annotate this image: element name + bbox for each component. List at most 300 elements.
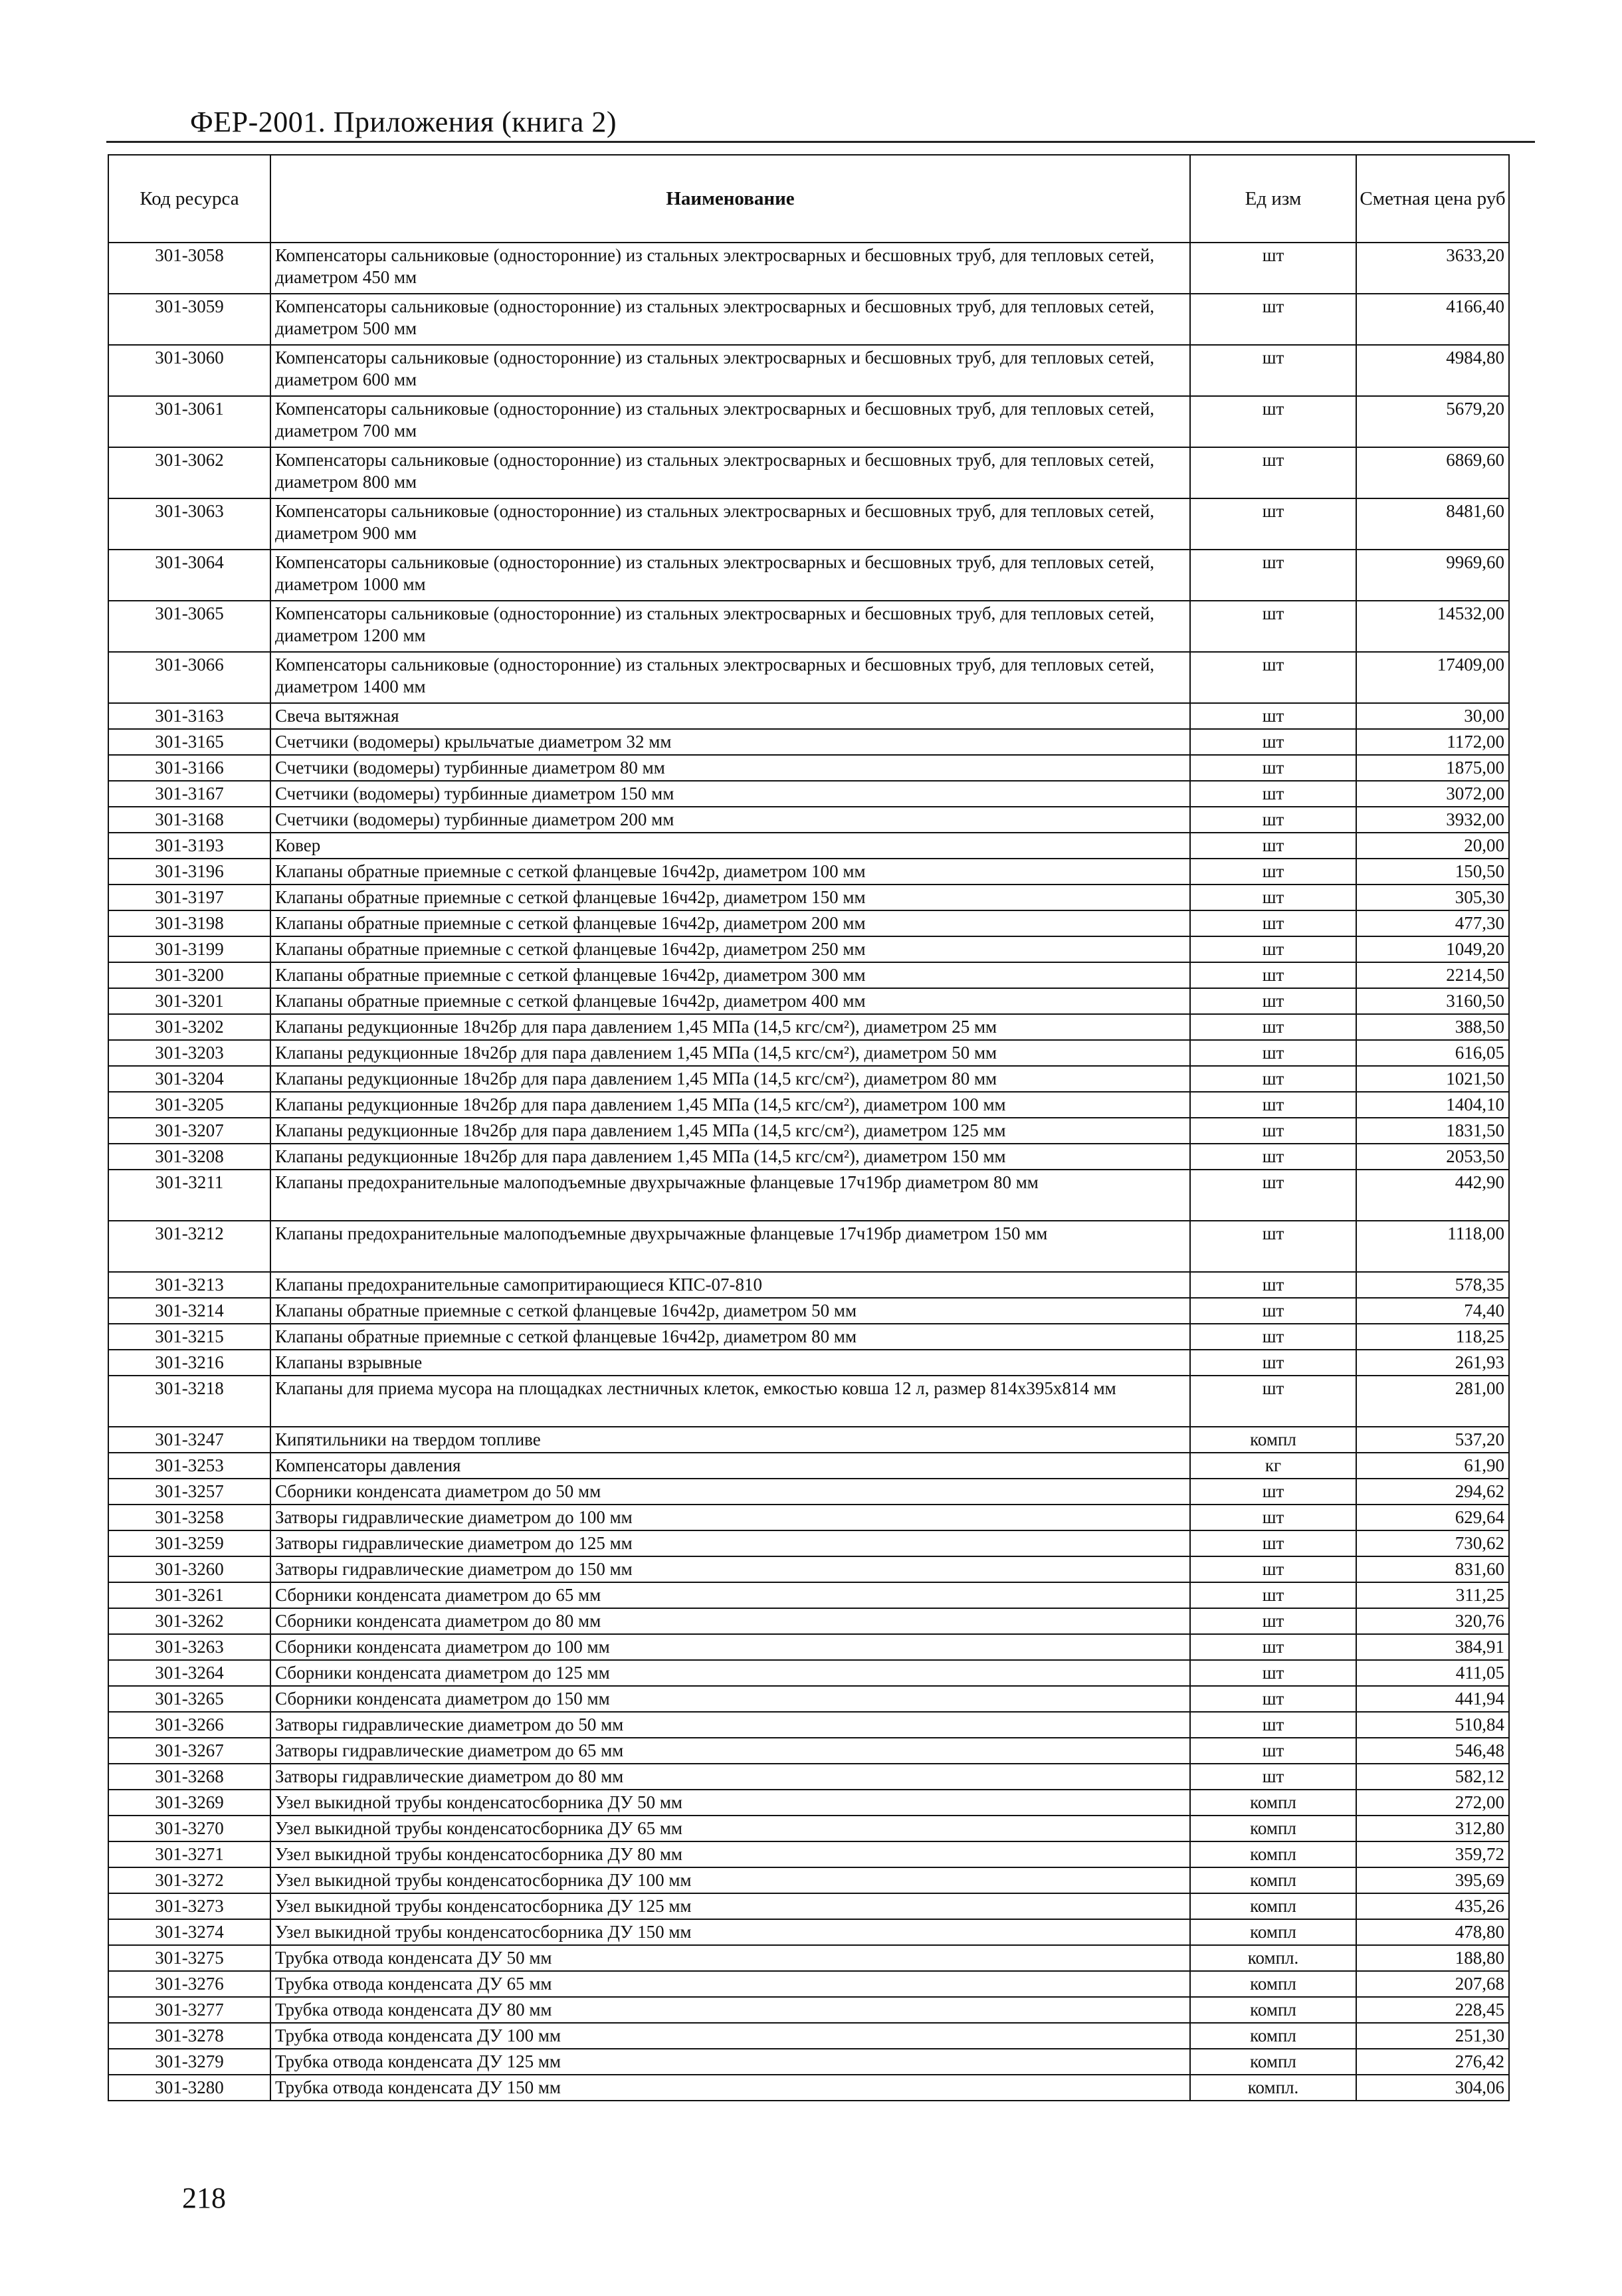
cell-price: 61,90 [1356,1453,1509,1479]
cell-code: 301-3063 [108,498,270,550]
table-row [108,807,1509,833]
cell-price: 3932,00 [1356,807,1509,833]
table-row [108,1066,1509,1092]
cell-unit: компл [1190,1816,1356,1841]
cell-price: 272,00 [1356,1790,1509,1816]
cell-unit: шт [1190,936,1356,962]
cell-code: 301-3259 [108,1530,270,1556]
cell-unit: компл. [1190,1945,1356,1971]
cell-unit: шт [1190,1221,1356,1272]
cell-price: 435,26 [1356,1893,1509,1919]
cell-name: Клапаны редукционные 18ч2бр для пара давлением 1,45 МПа (14,5 кгс/см²), диаметром 25 мм [270,1014,1190,1040]
table-row [108,1556,1509,1582]
cell-code: 301-3247 [108,1427,270,1453]
cell-price: 359,72 [1356,1841,1509,1867]
table-row [108,1530,1509,1556]
cell-price: 546,48 [1356,1738,1509,1764]
cell-code: 301-3200 [108,962,270,988]
cell-unit: компл. [1190,2075,1356,2101]
table-row [108,1505,1509,1530]
cell-code: 301-3214 [108,1298,270,1324]
cell-unit: шт [1190,1376,1356,1427]
cell-code: 301-3261 [108,1582,270,1608]
table-row [108,1712,1509,1738]
cell-code: 301-3269 [108,1790,270,1816]
cell-unit: шт [1190,1660,1356,1686]
cell-code: 301-3279 [108,2049,270,2075]
cell-price: 3633,20 [1356,243,1509,294]
cell-name: Узел выкидной трубы конденсатосборника ДУ 100 мм [270,1867,1190,1893]
table-row [108,447,1509,498]
table-row [108,1453,1509,1479]
cell-unit: шт [1190,1608,1356,1634]
cell-name: Клапаны обратные приемные с сеткой фланцевые 16ч42р, диаметром 300 мм [270,962,1190,988]
table-row [108,1867,1509,1893]
cell-unit: шт [1190,962,1356,988]
cell-code: 301-3202 [108,1014,270,1040]
cell-price: 14532,00 [1356,601,1509,652]
column-header-code: Код ресурса [108,155,270,243]
table-row [108,1790,1509,1816]
cell-code: 301-3275 [108,1945,270,1971]
cell-code: 301-3165 [108,729,270,755]
cell-price: 1021,50 [1356,1066,1509,1092]
cell-price: 311,25 [1356,1582,1509,1608]
cell-name: Затворы гидравлические диаметром до 125 мм [270,1530,1190,1556]
cell-code: 301-3267 [108,1738,270,1764]
cell-unit: шт [1190,1092,1356,1118]
cell-code: 301-3273 [108,1893,270,1919]
cell-code: 301-3211 [108,1170,270,1221]
cell-name: Затворы гидравлические диаметром до 80 мм [270,1764,1190,1790]
table-row [108,2023,1509,2049]
cell-price: 2053,50 [1356,1144,1509,1170]
cell-name: Клапаны обратные приемные с сеткой фланцевые 16ч42р, диаметром 150 мм [270,885,1190,910]
cell-code: 301-3207 [108,1118,270,1144]
column-header-name: Наименование [270,155,1190,243]
cell-price: 2214,50 [1356,962,1509,988]
cell-price: 150,50 [1356,859,1509,885]
cell-unit: шт [1190,345,1356,396]
cell-unit: компл [1190,1790,1356,1816]
cell-code: 301-3208 [108,1144,270,1170]
cell-code: 301-3266 [108,1712,270,1738]
cell-price: 305,30 [1356,885,1509,910]
cell-name: Клапаны редукционные 18ч2бр для пара давлением 1,45 МПа (14,5 кгс/см²), диаметром 100 мм [270,1092,1190,1118]
cell-code: 301-3204 [108,1066,270,1092]
cell-name: Трубка отвода конденсата ДУ 100 мм [270,2023,1190,2049]
cell-code: 301-3201 [108,988,270,1014]
cell-unit: шт [1190,988,1356,1014]
cell-price: 629,64 [1356,1505,1509,1530]
cell-unit: шт [1190,833,1356,859]
cell-name: Клапаны взрывные [270,1350,1190,1376]
cell-code: 301-3197 [108,885,270,910]
cell-name: Компенсаторы давления [270,1453,1190,1479]
cell-unit: шт [1190,1738,1356,1764]
cell-unit: компл [1190,1971,1356,1997]
table-row [108,729,1509,755]
cell-unit: компл [1190,2023,1356,2049]
cell-code: 301-3272 [108,1867,270,1893]
cell-price: 261,93 [1356,1350,1509,1376]
cell-name: Клапаны обратные приемные с сеткой фланцевые 16ч42р, диаметром 100 мм [270,859,1190,885]
table-row [108,781,1509,807]
page-number: 218 [182,2182,226,2214]
cell-unit: шт [1190,1014,1356,1040]
cell-name: Клапаны обратные приемные с сеткой фланцевые 16ч42р, диаметром 80 мм [270,1324,1190,1350]
cell-name: Компенсаторы сальниковые (односторонние) из стальных электросварных и бесшовных труб, для тепловых сетей, диаметром 900 мм [270,498,1190,550]
cell-name: Клапаны редукционные 18ч2бр для пара давлением 1,45 МПа (14,5 кгс/см²), диаметром 150 мм [270,1144,1190,1170]
cell-price: 395,69 [1356,1867,1509,1893]
cell-code: 301-3253 [108,1453,270,1479]
cell-name: Сборники конденсата диаметром до 125 мм [270,1660,1190,1686]
cell-unit: шт [1190,1764,1356,1790]
cell-name: Сборники конденсата диаметром до 50 мм [270,1479,1190,1505]
table-row [108,1014,1509,1040]
cell-name: Клапаны редукционные 18ч2бр для пара давлением 1,45 МПа (14,5 кгс/см²), диаметром 125 мм [270,1118,1190,1144]
cell-unit: шт [1190,1556,1356,1582]
cell-code: 301-3263 [108,1634,270,1660]
cell-name: Сборники конденсата диаметром до 100 мм [270,1634,1190,1660]
cell-price: 1118,00 [1356,1221,1509,1272]
table-row [108,1272,1509,1298]
table-row [108,1945,1509,1971]
table-row [108,1971,1509,1997]
cell-name: Узел выкидной трубы конденсатосборника ДУ 150 мм [270,1919,1190,1945]
cell-name: Трубка отвода конденсата ДУ 50 мм [270,1945,1190,1971]
cell-price: 9969,60 [1356,550,1509,601]
cell-code: 301-3213 [108,1272,270,1298]
table-row [108,1427,1509,1453]
table-header-row [108,155,1509,243]
cell-unit: шт [1190,498,1356,550]
cell-price: 442,90 [1356,1170,1509,1221]
cell-price: 1172,00 [1356,729,1509,755]
cell-code: 301-3265 [108,1686,270,1712]
cell-price: 251,30 [1356,2023,1509,2049]
cell-name: Счетчики (водомеры) турбинные диаметром 200 мм [270,807,1190,833]
cell-code: 301-3271 [108,1841,270,1867]
table-row [108,833,1509,859]
table-row [108,1118,1509,1144]
table-row [108,1170,1509,1221]
cell-unit: шт [1190,1634,1356,1660]
cell-price: 582,12 [1356,1764,1509,1790]
cell-code: 301-3258 [108,1505,270,1530]
table-row [108,1686,1509,1712]
cell-name: Счетчики (водомеры) турбинные диаметром 80 мм [270,755,1190,781]
cell-price: 5679,20 [1356,396,1509,447]
cell-name: Компенсаторы сальниковые (односторонние) из стальных электросварных и бесшовных труб, для тепловых сетей, диаметром 450 мм [270,243,1190,294]
table-row [108,1144,1509,1170]
cell-price: 17409,00 [1356,652,1509,703]
cell-name: Клапаны для приема мусора на площадках лестничных клеток, емкостью ковша 12 л, размер 814х395х814 мм [270,1376,1190,1427]
table-row [108,859,1509,885]
table-row [108,345,1509,396]
cell-code: 301-3058 [108,243,270,294]
cell-code: 301-3270 [108,1816,270,1841]
cell-unit: шт [1190,294,1356,345]
cell-name: Компенсаторы сальниковые (односторонние) из стальных электросварных и бесшовных труб, для тепловых сетей, диаметром 800 мм [270,447,1190,498]
column-header-unit: Ед изм [1190,155,1356,243]
cell-price: 478,80 [1356,1919,1509,1945]
cell-unit: кг [1190,1453,1356,1479]
cell-price: 74,40 [1356,1298,1509,1324]
cell-unit: компл [1190,2049,1356,2075]
cell-price: 510,84 [1356,1712,1509,1738]
table-row [108,703,1509,729]
cell-unit: шт [1190,447,1356,498]
cell-code: 301-3168 [108,807,270,833]
cell-price: 4984,80 [1356,345,1509,396]
cell-price: 188,80 [1356,1945,1509,1971]
table-row [108,1479,1509,1505]
cell-code: 301-3163 [108,703,270,729]
cell-code: 301-3062 [108,447,270,498]
resource-table [108,154,1510,2101]
table-row [108,294,1509,345]
cell-name: Затворы гидравлические диаметром до 150 мм [270,1556,1190,1582]
cell-name: Сборники конденсата диаметром до 150 мм [270,1686,1190,1712]
cell-name: Сборники конденсата диаметром до 80 мм [270,1608,1190,1634]
cell-code: 301-3166 [108,755,270,781]
cell-unit: шт [1190,729,1356,755]
table-row [108,936,1509,962]
cell-price: 3072,00 [1356,781,1509,807]
table-row [108,550,1509,601]
cell-price: 441,94 [1356,1686,1509,1712]
table-row [108,1298,1509,1324]
table-row [108,1660,1509,1686]
cell-price: 578,35 [1356,1272,1509,1298]
cell-price: 831,60 [1356,1556,1509,1582]
cell-price: 1875,00 [1356,755,1509,781]
table-row [108,2049,1509,2075]
cell-name: Компенсаторы сальниковые (односторонние) из стальных электросварных и бесшовных труб, для тепловых сетей, диаметром 700 мм [270,396,1190,447]
cell-code: 301-3264 [108,1660,270,1686]
cell-price: 294,62 [1356,1479,1509,1505]
cell-name: Ковер [270,833,1190,859]
cell-name: Узел выкидной трубы конденсатосборника ДУ 65 мм [270,1816,1190,1841]
table-row [108,243,1509,294]
cell-name: Компенсаторы сальниковые (односторонние) из стальных электросварных и бесшовных труб, для тепловых сетей, диаметром 600 мм [270,345,1190,396]
cell-price: 1831,50 [1356,1118,1509,1144]
table-row [108,1324,1509,1350]
cell-code: 301-3196 [108,859,270,885]
table-row [108,652,1509,703]
cell-code: 301-3215 [108,1324,270,1350]
table-row [108,1376,1509,1427]
cell-price: 304,06 [1356,2075,1509,2101]
table-row [108,1350,1509,1376]
cell-name: Трубка отвода конденсата ДУ 125 мм [270,2049,1190,2075]
cell-name: Свеча вытяжная [270,703,1190,729]
cell-name: Затворы гидравлические диаметром до 50 мм [270,1712,1190,1738]
cell-price: 1049,20 [1356,936,1509,962]
cell-price: 30,00 [1356,703,1509,729]
table-row [108,885,1509,910]
table-row [108,396,1509,447]
cell-name: Счетчики (водомеры) крыльчатые диаметром 32 мм [270,729,1190,755]
cell-name: Трубка отвода конденсата ДУ 65 мм [270,1971,1190,1997]
cell-code: 301-3218 [108,1376,270,1427]
cell-name: Клапаны предохранительные самопритирающиеся КПС-07-810 [270,1272,1190,1298]
cell-code: 301-3060 [108,345,270,396]
cell-unit: шт [1190,1350,1356,1376]
cell-name: Кипятильники на твердом топливе [270,1427,1190,1453]
cell-name: Узел выкидной трубы конденсатосборника ДУ 80 мм [270,1841,1190,1867]
cell-unit: шт [1190,1505,1356,1530]
cell-name: Компенсаторы сальниковые (односторонние) из стальных электросварных и бесшовных труб, для тепловых сетей, диаметром 500 мм [270,294,1190,345]
cell-price: 384,91 [1356,1634,1509,1660]
table-row [108,1040,1509,1066]
cell-name: Клапаны обратные приемные с сеткой фланцевые 16ч42р, диаметром 50 мм [270,1298,1190,1324]
cell-unit: шт [1190,396,1356,447]
cell-code: 301-3059 [108,294,270,345]
cell-unit: шт [1190,807,1356,833]
cell-unit: шт [1190,859,1356,885]
cell-price: 477,30 [1356,910,1509,936]
cell-price: 730,62 [1356,1530,1509,1556]
cell-unit: шт [1190,781,1356,807]
cell-price: 207,68 [1356,1971,1509,1997]
cell-unit: шт [1190,1170,1356,1221]
cell-unit: шт [1190,703,1356,729]
table-row [108,1841,1509,1867]
cell-name: Компенсаторы сальниковые (односторонние) из стальных электросварных и бесшовных труб, для тепловых сетей, диаметром 1200 мм [270,601,1190,652]
cell-name: Компенсаторы сальниковые (односторонние) из стальных электросварных и бесшовных труб, для тепловых сетей, диаметром 1400 мм [270,652,1190,703]
cell-unit: шт [1190,601,1356,652]
cell-code: 301-3167 [108,781,270,807]
table-row [108,988,1509,1014]
cell-name: Компенсаторы сальниковые (односторонние) из стальных электросварных и бесшовных труб, для тепловых сетей, диаметром 1000 мм [270,550,1190,601]
cell-code: 301-3276 [108,1971,270,1997]
cell-code: 301-3278 [108,2023,270,2049]
cell-code: 301-3205 [108,1092,270,1118]
cell-unit: шт [1190,1530,1356,1556]
cell-code: 301-3280 [108,2075,270,2101]
cell-code: 301-3260 [108,1556,270,1582]
cell-unit: шт [1190,1712,1356,1738]
cell-name: Затворы гидравлические диаметром до 100 мм [270,1505,1190,1530]
table-row [108,962,1509,988]
cell-name: Клапаны редукционные 18ч2бр для пара давлением 1,45 МПа (14,5 кгс/см²), диаметром 80 мм [270,1066,1190,1092]
cell-price: 537,20 [1356,1427,1509,1453]
cell-name: Клапаны редукционные 18ч2бр для пара давлением 1,45 МПа (14,5 кгс/см²), диаметром 50 мм [270,1040,1190,1066]
cell-price: 8481,60 [1356,498,1509,550]
cell-price: 228,45 [1356,1997,1509,2023]
cell-unit: шт [1190,652,1356,703]
cell-code: 301-3198 [108,910,270,936]
cell-unit: шт [1190,1479,1356,1505]
cell-unit: шт [1190,243,1356,294]
cell-unit: шт [1190,885,1356,910]
cell-unit: шт [1190,1118,1356,1144]
cell-price: 616,05 [1356,1040,1509,1066]
cell-name: Сборники конденсата диаметром до 65 мм [270,1582,1190,1608]
cell-name: Счетчики (водомеры) турбинные диаметром 150 мм [270,781,1190,807]
cell-price: 388,50 [1356,1014,1509,1040]
table-row [108,498,1509,550]
cell-code: 301-3061 [108,396,270,447]
cell-unit: шт [1190,1272,1356,1298]
cell-name: Затворы гидравлические диаметром до 65 мм [270,1738,1190,1764]
cell-unit: шт [1190,1324,1356,1350]
cell-code: 301-3199 [108,936,270,962]
table-row [108,755,1509,781]
cell-unit: шт [1190,1066,1356,1092]
table-body [108,243,1509,2101]
cell-price: 281,00 [1356,1376,1509,1427]
cell-unit: шт [1190,1144,1356,1170]
cell-unit: шт [1190,755,1356,781]
table-row [108,910,1509,936]
cell-name: Клапаны предохранительные малоподъемные двухрычажные фланцевые 17ч19бр диаметром 80 мм [270,1170,1190,1221]
table-row [108,1582,1509,1608]
cell-code: 301-3064 [108,550,270,601]
cell-unit: шт [1190,1298,1356,1324]
cell-code: 301-3268 [108,1764,270,1790]
table-row [108,1919,1509,1945]
cell-name: Узел выкидной трубы конденсатосборника ДУ 50 мм [270,1790,1190,1816]
table-row [108,1608,1509,1634]
cell-name: Клапаны предохранительные малоподъемные двухрычажные фланцевые 17ч19бр диаметром 150 мм [270,1221,1190,1272]
cell-code: 301-3066 [108,652,270,703]
table-row [108,1634,1509,1660]
header-rule [106,141,1535,143]
cell-code: 301-3274 [108,1919,270,1945]
table-row [108,1893,1509,1919]
cell-code: 301-3212 [108,1221,270,1272]
cell-price: 1404,10 [1356,1092,1509,1118]
cell-unit: шт [1190,1582,1356,1608]
cell-name: Трубка отвода конденсата ДУ 150 мм [270,2075,1190,2101]
cell-price: 411,05 [1356,1660,1509,1686]
table-row [108,1738,1509,1764]
table-row [108,2075,1509,2101]
cell-name: Клапаны обратные приемные с сеткой фланцевые 16ч42р, диаметром 250 мм [270,936,1190,962]
cell-unit: компл [1190,1919,1356,1945]
cell-unit: компл [1190,1893,1356,1919]
cell-price: 4166,40 [1356,294,1509,345]
cell-name: Клапаны обратные приемные с сеткой фланцевые 16ч42р, диаметром 400 мм [270,988,1190,1014]
cell-code: 301-3065 [108,601,270,652]
cell-price: 276,42 [1356,2049,1509,2075]
table-row [108,1816,1509,1841]
table-row [108,1764,1509,1790]
cell-price: 6869,60 [1356,447,1509,498]
cell-unit: шт [1190,1040,1356,1066]
cell-unit: компл [1190,1841,1356,1867]
cell-code: 301-3257 [108,1479,270,1505]
cell-code: 301-3262 [108,1608,270,1634]
cell-code: 301-3203 [108,1040,270,1066]
cell-price: 118,25 [1356,1324,1509,1350]
cell-price: 3160,50 [1356,988,1509,1014]
cell-code: 301-3277 [108,1997,270,2023]
table-row [108,1997,1509,2023]
cell-unit: компл [1190,1427,1356,1453]
cell-price: 320,76 [1356,1608,1509,1634]
column-header-price: Сметная цена руб [1356,155,1509,243]
cell-price: 20,00 [1356,833,1509,859]
table-row [108,601,1509,652]
cell-name: Трубка отвода конденсата ДУ 80 мм [270,1997,1190,2023]
cell-code: 301-3193 [108,833,270,859]
cell-price: 312,80 [1356,1816,1509,1841]
page-header-title: ФЕР-2001. Приложения (книга 2) [190,106,617,138]
